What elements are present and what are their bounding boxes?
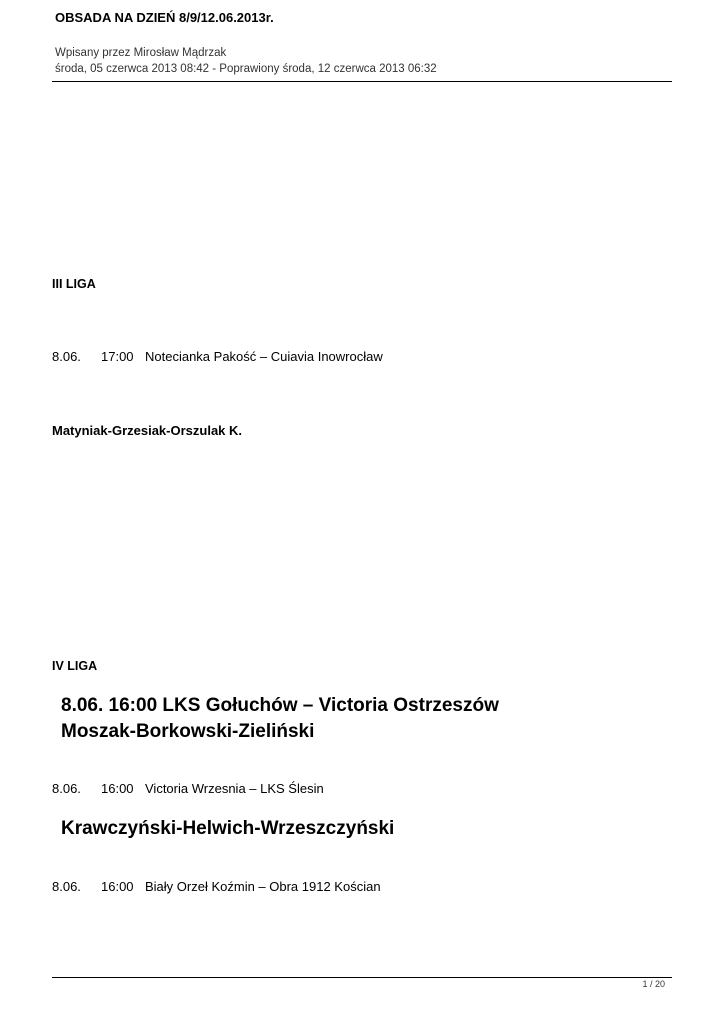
dates-line: środa, 05 czerwca 2013 08:42 - Poprawiony środa, 12 czerwca 2013 06:32 [55,63,437,75]
footer-divider [52,977,672,978]
document-title: OBSADA NA DZIEŃ 8/9/12.06.2013r. [55,10,274,25]
match-time: 16:00 [101,781,134,796]
match-time: 16:00 [101,879,134,894]
match-date: 8.06. [52,879,81,894]
big-referees-line: Krawczyński-Helwich-Wrzeszczyński [61,818,395,839]
match-row [52,349,383,364]
match-time: 17:00 [101,349,134,364]
match-teams: Victoria Wrzesnia – LKS Ślesin [145,781,324,796]
match-date: 8.06. [52,349,81,364]
referees-line: Matyniak-Grzesiak-Orszulak K. [52,423,243,438]
big-referees-line: Moszak-Borkowski-Zieliński [61,721,315,742]
league-heading-iv: IV LIGA [52,659,98,673]
league-heading-iii: III LIGA [52,277,96,291]
match-row [52,879,381,894]
match-row [52,781,324,796]
header-divider [52,81,672,82]
big-match-line: 8.06. 16:00 LKS Gołuchów – Victoria Ostrzeszów [61,695,499,716]
page-number: 1 / 20 [642,979,665,989]
match-teams: Biały Orzeł Koźmin – Obra 1912 Kościan [145,879,381,894]
author-line: Wpisany przez Mirosław Mądrzak [55,47,227,59]
match-teams: Notecianka Pakość – Cuiavia Inowrocław [145,349,383,364]
match-date: 8.06. [52,781,81,796]
